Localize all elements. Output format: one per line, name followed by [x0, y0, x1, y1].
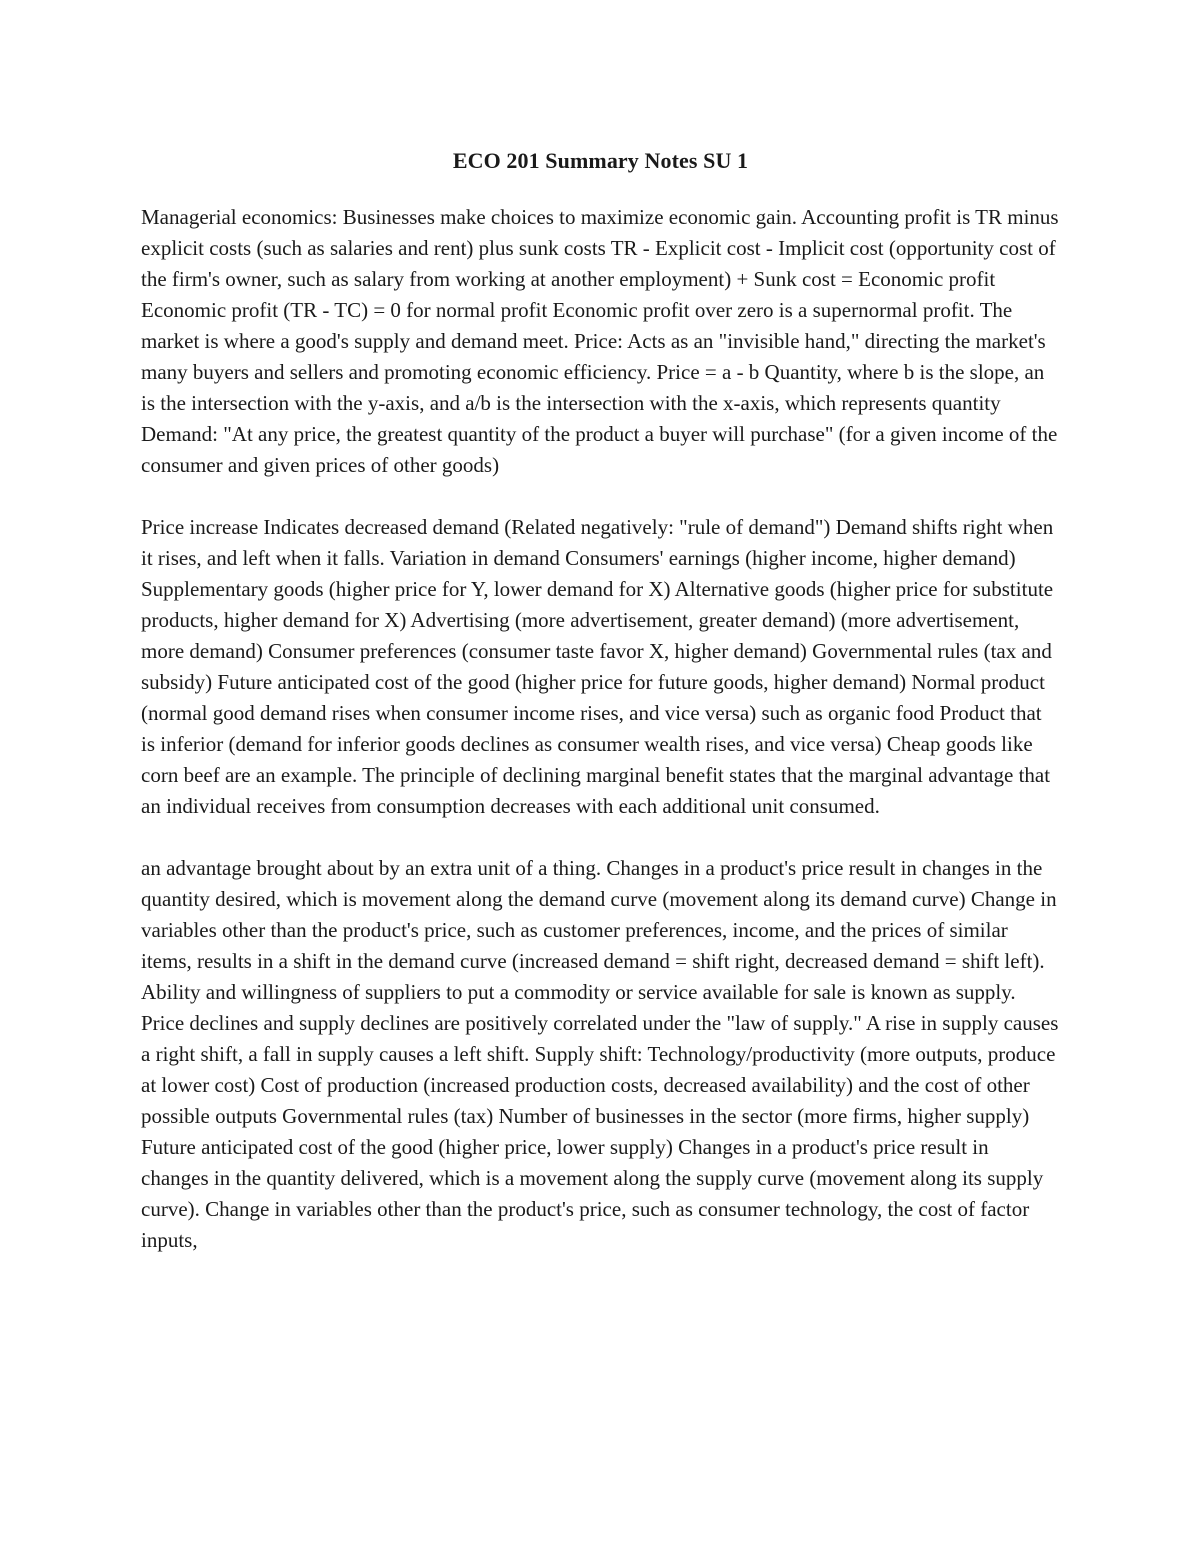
paragraph-supply: an advantage brought about by an extra unit of a thing. Changes in a product's price result in changes in the quantity desired, which is movement along the demand curve (movement along its demand curve) Change in variables other than the product's price, such as customer preferences, income, and the prices of similar items, results in a shift in the demand curve (increased demand = shift right, decreased demand = shift left). Ability and willingness of suppliers to put a commodity or service available for sale is known as supply. Price declines and supply declines are positively correlated under the "law of supply." A rise in supply causes a right shift, a fall in supply causes a left shift. Supply shift: Technology/productivity (more outputs, produce at lower cost) Cost of production (increased production costs, decreased availability) and the cost of other possible outputs Governmental rules (tax) Number of businesses in the sector (more firms, higher supply) Future anticipated cost of the good (higher price, lower supply) Changes in a product's price result in changes in the quantity delivered, which is a movement along the supply curve (movement along its supply curve). Change in variables other than the product's price, such as consumer technology, the cost of factor inputs,: [141, 856, 1059, 1252]
paragraph-demand: Price increase Indicates decreased demand (Related negatively: "rule of demand") Demand shifts right when it rises, and left when it falls. Variation in demand Consumers' earnings (higher income, higher demand) Supplementary goods (higher price for Y, lower demand for X) Alternative goods (higher price for substitute products, higher demand for X) Advertising (more advertisement, greater demand) (more advertisement, more demand) Consumer preferences (consumer taste favor X, higher demand) Governmental rules (tax and subsidy) Future anticipated cost of the good (higher price for future goods, higher demand) Normal product (normal good demand rises when consumer income rises, and vice versa) such as organic food Product that is inferior (demand for inferior goods declines as consumer wealth rises, and vice versa) Cheap goods like corn beef are an example. The principle of declining marginal benefit states that the marginal advantage that an individual receives from consumption decreases with each additional unit consumed.: [141, 515, 1054, 818]
document-title: ECO 201 Summary Notes SU 1: [452, 148, 749, 173]
paragraph-managerial-economics: Managerial economics: Businesses make choices to maximize economic gain. Accounting profit is TR minus explicit costs (such as salaries and rent) plus sunk costs TR - Explicit cost - Implicit cost (opportunity cost of the firm's owner, such as salary from working at another employment) + Sunk cost = Economic profit Economic profit (TR - TC) = 0 for normal profit Economic profit over zero is a supernormal profit. The market is where a good's supply and demand meet. Price: Acts as an "invisible hand," directing the market's many buyers and sellers and promoting economic efficiency. Price = a - b Quantity, where b is the slope, an is the intersection with the y-axis, and a/b is the intersection with the x-axis, which represents quantity Demand: "At any price, the greatest quantity of the product a buyer will purchase" (for a given income of the consumer and given prices of other goods): [141, 205, 1059, 477]
